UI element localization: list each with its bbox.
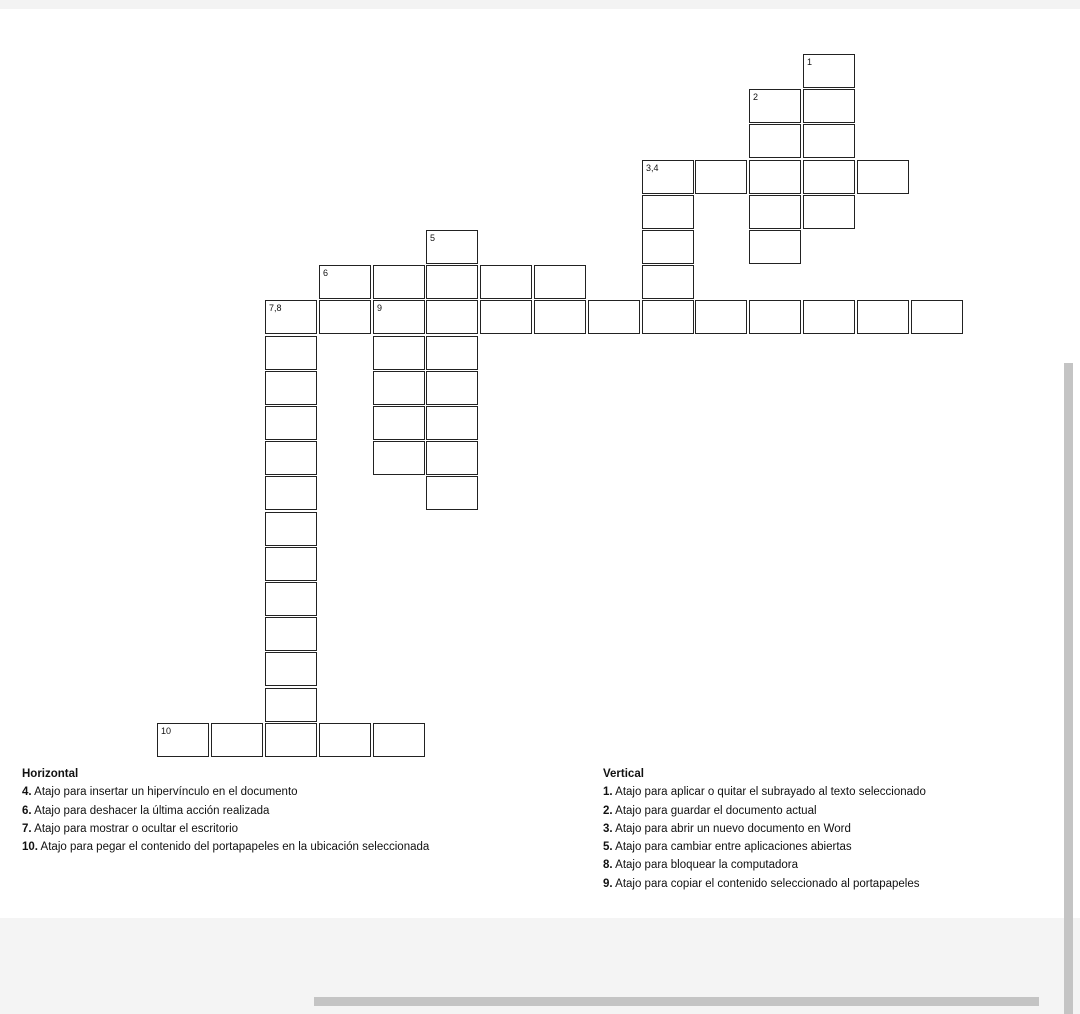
vertical-clues [603, 765, 926, 893]
clue-v-5: 5. Atajo para cambiar entre aplicaciones abiertas [603, 841, 852, 854]
cell-number: 6 [323, 268, 329, 278]
crossword-cell[interactable] [911, 300, 963, 334]
horizontal-clues [22, 765, 429, 856]
crossword-cell[interactable] [373, 441, 425, 475]
crossword-cell[interactable] [265, 371, 317, 405]
cell-number: 3,4 [646, 163, 659, 173]
clue-h-4: 4. Atajo para insertar un hipervínculo en el documento [22, 786, 298, 799]
crossword-cell[interactable] [749, 89, 801, 123]
crossword-cell[interactable] [426, 336, 478, 370]
clue-v-1: 1. Atajo para aplicar o quitar el subrayado al texto seleccionado [603, 786, 926, 799]
crossword-cell[interactable] [480, 300, 532, 334]
cell-number: 10 [161, 726, 172, 736]
crossword-cell[interactable] [319, 265, 371, 299]
crossword-cell[interactable] [265, 688, 317, 722]
crossword-cell[interactable] [749, 300, 801, 334]
clue-v-9: 9. Atajo para copiar el contenido seleccionado al portapapeles [603, 877, 920, 890]
crossword-cell[interactable] [265, 300, 317, 334]
crossword-cell[interactable] [857, 300, 909, 334]
crossword-cell[interactable] [642, 195, 694, 229]
crossword-cell[interactable] [426, 265, 478, 299]
crossword-cell[interactable] [534, 265, 586, 299]
crossword-cell[interactable] [265, 723, 317, 757]
crossword-cell[interactable] [426, 406, 478, 440]
crossword-cell[interactable] [803, 300, 855, 334]
crossword-cell[interactable] [588, 300, 640, 334]
crossword-cell[interactable] [265, 652, 317, 686]
clue-h-10: 10. Atajo para pegar el contenido del portapapeles en la ubicación seleccionada [22, 841, 430, 854]
crossword-cell[interactable] [749, 195, 801, 229]
clue-v-3: 3. Atajo para abrir un nuevo documento en Word [603, 822, 851, 835]
crossword-cell[interactable] [373, 265, 425, 299]
crossword-cell[interactable] [319, 300, 371, 334]
crossword-cell[interactable] [695, 160, 747, 194]
cell-number: 5 [430, 233, 436, 243]
crossword-cell[interactable] [157, 723, 209, 757]
crossword-cell[interactable] [426, 441, 478, 475]
crossword-cell[interactable] [534, 300, 586, 334]
crossword-cell[interactable] [265, 336, 317, 370]
crossword-cell[interactable] [265, 476, 317, 510]
crossword-cell[interactable] [642, 300, 694, 334]
crossword-cell[interactable] [426, 476, 478, 510]
clue-h-6: 6. Atajo para deshacer la última acción realizada [22, 804, 270, 817]
clue-v-2: 2. Atajo para guardar el documento actual [603, 804, 817, 817]
crossword-cell[interactable] [373, 336, 425, 370]
crossword-cell[interactable] [265, 617, 317, 651]
crossword-cell[interactable] [265, 406, 317, 440]
clue-h-7: 7. Atajo para mostrar o ocultar el escritorio [22, 822, 239, 835]
crossword-cell[interactable] [211, 723, 263, 757]
crossword-cell[interactable] [426, 371, 478, 405]
crossword-cell[interactable] [373, 723, 425, 757]
crossword-cell[interactable] [265, 582, 317, 616]
crossword-cell[interactable] [426, 300, 478, 334]
crossword-cell[interactable] [803, 160, 855, 194]
crossword-cell[interactable] [803, 89, 855, 123]
crossword-cell[interactable] [749, 124, 801, 158]
crossword-cell[interactable] [749, 160, 801, 194]
crossword-cell[interactable] [803, 195, 855, 229]
crossword-cell[interactable] [857, 160, 909, 194]
crossword-cell[interactable] [642, 160, 694, 194]
crossword-cell[interactable] [642, 230, 694, 264]
crossword-cell[interactable] [642, 265, 694, 299]
cell-number: 1 [807, 57, 813, 67]
crossword-cell[interactable] [373, 300, 425, 334]
crossword-cell[interactable] [319, 723, 371, 757]
clue-v-8: 8. Atajo para bloquear la computadora [603, 859, 798, 872]
cell-number: 2 [753, 92, 759, 102]
horizontal-scrollbar[interactable] [314, 997, 1039, 1006]
crossword-cell[interactable] [480, 265, 532, 299]
crossword-cell[interactable] [373, 371, 425, 405]
cell-number: 9 [377, 303, 383, 313]
horizontal-heading: Horizontal [22, 768, 79, 780]
crossword-cell[interactable] [695, 300, 747, 334]
crossword-cell[interactable] [803, 124, 855, 158]
crossword-cell[interactable] [749, 230, 801, 264]
cell-number: 7,8 [269, 303, 282, 313]
crossword-cell[interactable] [426, 230, 478, 264]
crossword-cell[interactable] [373, 406, 425, 440]
vertical-scrollbar[interactable] [1064, 363, 1073, 1014]
crossword-cell[interactable] [265, 547, 317, 581]
crossword-cell[interactable] [803, 54, 855, 88]
crossword-cell[interactable] [265, 441, 317, 475]
vertical-heading: Vertical [603, 768, 644, 780]
crossword-cell[interactable] [265, 512, 317, 546]
